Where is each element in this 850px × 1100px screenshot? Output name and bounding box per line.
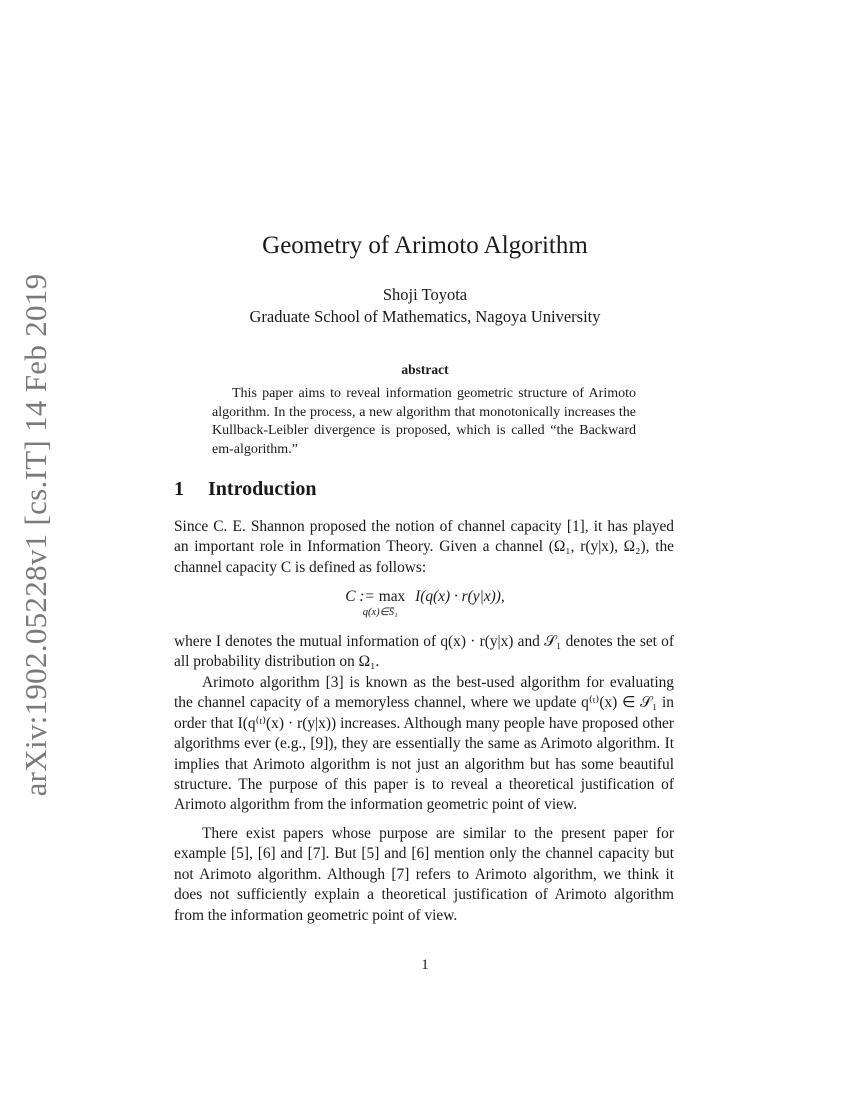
paragraph-4: There exist papers whose purpose are similar to the present paper for example [5], [6] and [7]. But [5] and [6] mention only the channel capacity but not Arimoto algorithm. Although [7] refers to Arimoto algorithm, we think it does not sufficiently explain a theoretical justification of Arimoto algorithm from the information geometric point of view. — [174, 825, 674, 924]
equation-max-subscript: q(x)∈S̄₁ — [362, 607, 398, 618]
equation-max-label: max — [378, 588, 406, 605]
paper-title: Geometry of Arimoto Algorithm — [262, 232, 588, 259]
section-heading — [174, 478, 317, 501]
page-number: 1 — [421, 957, 429, 973]
section-number: 1 — [174, 478, 184, 500]
arxiv-identifier-stamp: arXiv:1902.05228v1 [cs.IT] 14 Feb 2019 — [18, 273, 53, 797]
author-affiliation: Graduate School of Mathematics, Nagoya University — [249, 307, 601, 326]
capacity-equation — [0, 588, 850, 618]
author-name: Shoji Toyota — [382, 285, 468, 304]
abstract-heading: abstract — [401, 362, 449, 377]
paragraph-3: Arimoto algorithm [3] is known as the best-used algorithm for evaluating the channel capacity of a memoryless channel, where we update q⁽ᵗ⁾(x) ∈ 𝒮₁ in order that I(q⁽ᵗ⁾(x) · r(y|x)) increases. Although many people have proposed other algorithms ever (e.g., [9]), they are essentially the same as Arimoto algorithm. It implies that Arimoto algorithm is not just an algorithm but has some beautiful structure. The purpose of this paper is to reveal a theoretical justification of Arimoto algorithm from the information geometric point of view. — [174, 674, 674, 814]
paragraph-1: Since C. E. Shannon proposed the notion of channel capacity [1], it has played an important role in Information Theory. Given a channel (Ω₁, r(y|x), Ω₂), the channel capacity C is defined as follows: — [174, 518, 674, 576]
abstract-text: This paper aims to reveal information geometric structure of Arimoto algorithm. In the process, a new algorithm that monotonically increases the Kullback-Leibler divergence is proposed, which is called “the Backward em-algorithm.” — [212, 386, 636, 457]
paragraph-2: where I denotes the mutual information of q(x) · r(y|x) and 𝒮₁ denotes the set of all probability distribution on Ω₁. — [174, 633, 674, 671]
author-block — [0, 284, 850, 328]
equation-max-operator — [362, 588, 406, 618]
section-title: Introduction — [208, 478, 317, 500]
equation-rhs: I(q(x) · r(y|x)), — [415, 588, 505, 605]
equation-lhs: C := — [345, 588, 375, 605]
